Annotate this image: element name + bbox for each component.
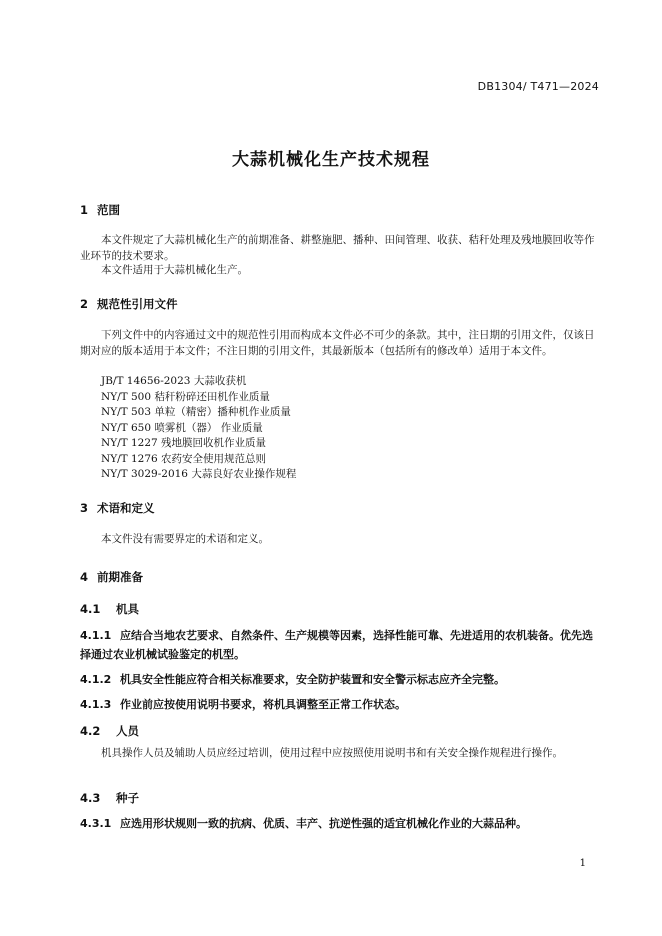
reference-item: NY/T 500 秸秆粉碎还田机作业质量 [101,390,270,403]
section-title: 种子 [116,791,139,805]
clause-number: 4.1.3 [80,698,112,711]
clause-text: 应选用形状规则一致的抗病、优质、丰产、抗逆性强的适宜机械化作业的大蒜品种。 [120,817,527,830]
clause-4-1-3 [80,695,602,714]
clause-4-3-1 [80,814,602,833]
section-number: 2 [80,297,89,311]
section-title: 人员 [116,724,139,738]
document-title: 大蒜机械化生产技术规程 [232,150,430,170]
document-code: DB1304/ T471—2024 [477,80,599,93]
clause-4-1-2 [80,670,602,689]
page-number: 1 [579,858,586,869]
subsection-4-2-heading [80,723,139,739]
section-number: 4.2 [80,724,101,738]
reference-item: NY/T 1227 残地膜回收机作业质量 [101,437,267,449]
subsection-4-1-heading [80,601,139,617]
section-title: 术语和定义 [97,501,155,515]
subsection-4-3-heading [80,790,139,806]
section-title: 规范性引用文件 [97,297,178,311]
paragraph: 本文件适用于大蒜机械化生产。 [101,264,248,276]
section-1-heading [80,202,120,218]
section-number: 3 [80,501,89,515]
section-number: 1 [80,203,89,217]
clause-number: 4.3.1 [80,817,112,830]
section-number: 4 [80,570,89,584]
section-title: 范围 [97,203,120,217]
section-number: 4.3 [80,791,101,805]
section-3-heading [80,500,155,516]
clause-number: 4.1.2 [80,673,112,686]
reference-item: NY/T 650 喷雾机（器） 作业质量 [101,421,263,434]
section-2-heading [80,296,178,312]
clause-4-1-1 [80,626,602,664]
paragraph: 机具操作人员及辅助人员应经过培训，使用过程中应按照使用说明书和有关安全操作规程进行操作。 [101,747,563,759]
paragraph: 本文件没有需要界定的术语和定义。 [101,533,269,545]
reference-item: NY/T 1276 农药安全使用规范总则 [101,452,267,465]
section-number: 4.1 [80,602,101,616]
section-title: 前期准备 [97,570,143,584]
reference-item: JB/T 14656-2023 大蒜收获机 [101,375,247,387]
reference-item: NY/T 3029-2016 大蒜良好农业操作规程 [101,468,297,480]
clause-text: 机具安全性能应符合相关标准要求，安全防护装置和安全警示标志应齐全完整。 [120,673,505,686]
section-4-heading [80,569,143,585]
section-title: 机具 [116,602,139,616]
clause-text: 作业前应按使用说明书要求，将机具调整至正常工作状态。 [120,698,406,711]
reference-item: NY/T 503 单粒（精密）播种机作业质量 [101,406,291,418]
paragraph: 本文件规定了大蒜机械化生产的前期准备、耕整施肥、播种、田间管理、收获、秸秆处理及残地膜回收等作业环节的技术要求。 [80,234,595,262]
paragraph: 下列文件中的内容通过文中的规范性引用而构成本文件必不可少的条款。其中，注日期的引用文件，仅该日期对应的版本适用于本文件；不注日期的引用文件，其最新版本（包括所有的修改单）适用于本文件。 [80,329,595,357]
clause-number: 4.1.1 [80,629,112,642]
clause-text: 应结合当地农艺要求、自然条件、生产规模等因素，选择性能可靠、先进适用的农机装备。优先选择通过农业机械试验鉴定的机型。 [80,629,593,661]
